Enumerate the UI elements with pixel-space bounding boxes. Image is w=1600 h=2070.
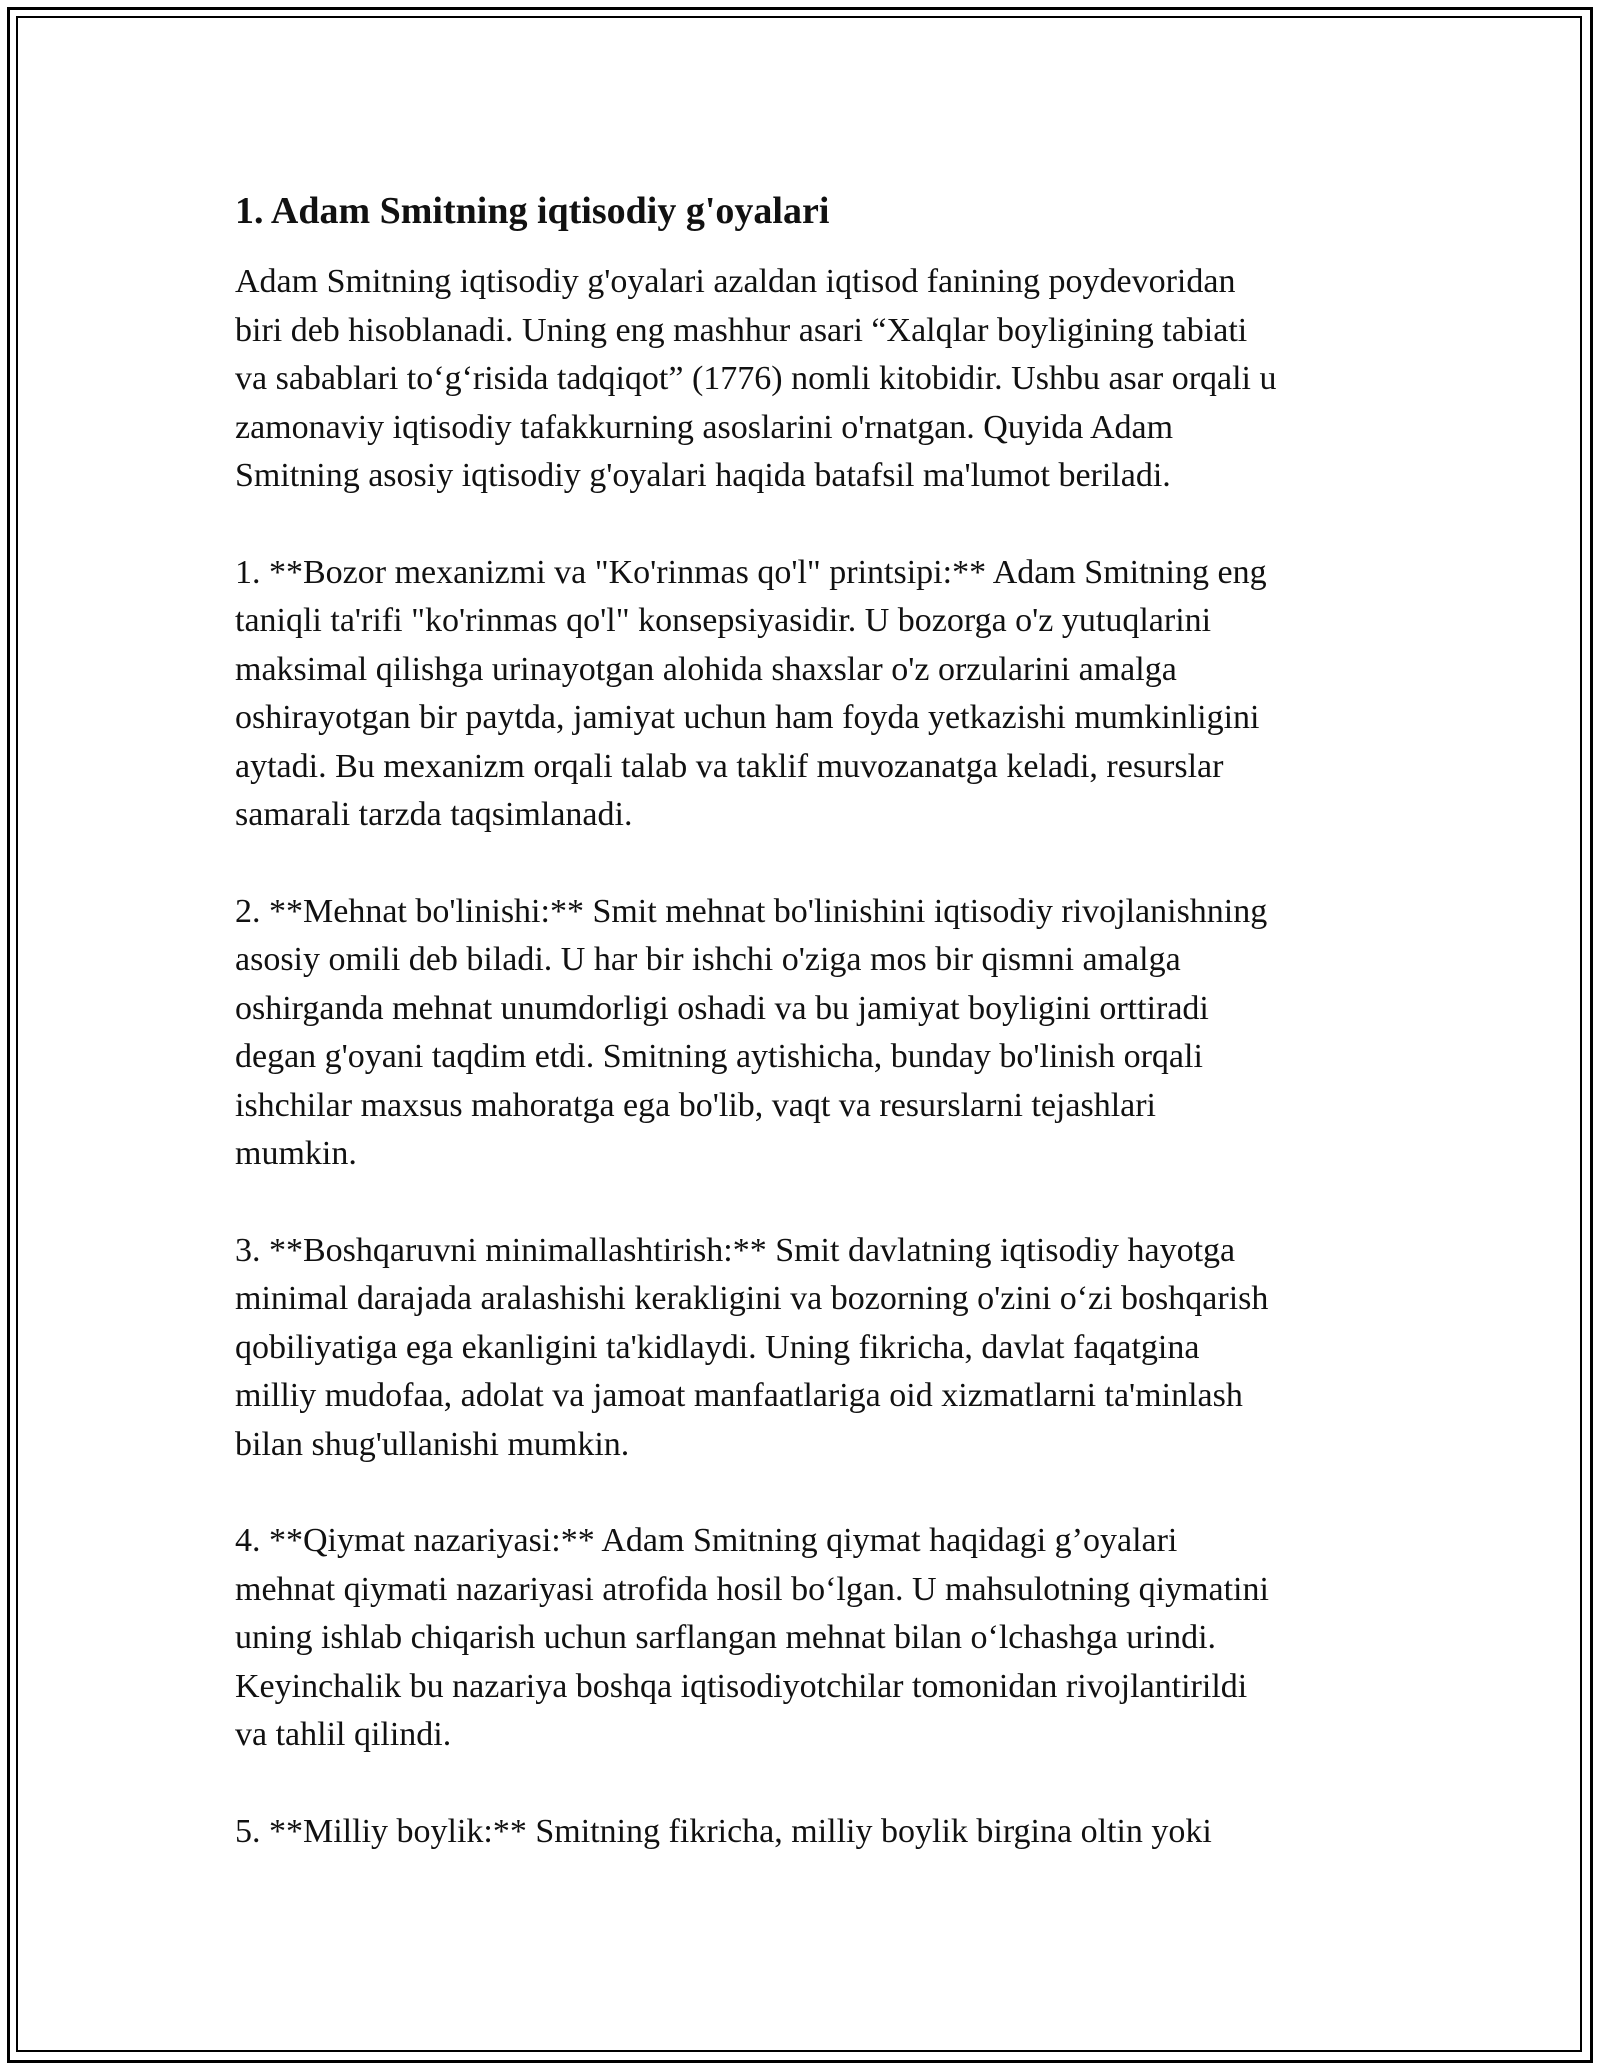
- point-1-paragraph: 1. **Bozor mexanizmi va "Ko'rinmas qo'l" printsipi:** Adam Smitning eng taniqli ta'rifi "ko'rinmas qo'l" konsepsiyasidir. U bozorga o'z yutuqlarini maksimal qilishga urinayotgan alohida shaxslar o'z orzularini amalga oshirayotgan bir paytda, jamiyat uchun ham foyda yetkazishi mumkinligini aytadi. Bu mexanizm orqali talab va taklif muvozanatga keladi, resurslar samarali tarzda taqsimlanadi.: [235, 553, 1267, 833]
- point-3-paragraph: 3. **Boshqaruvni minimallashtirish:** Smit davlatning iqtisodiy hayotga minimal darajada aralashishi kerakligini va bozorning o'zini o‘zi boshqarish qobiliyatiga ega ekanligini ta'kidlaydi. Uning fikricha, davlat faqatgina milliy mudofaa, adolat va jamoat manfaatlariga oid xizmatlarni ta'minlash bilan shug'ullanishi mumkin.: [235, 1231, 1269, 1463]
- point-5-paragraph: 5. **Milliy boylik:** Smitning fikricha, milliy boylik birgina oltin yoki: [235, 1812, 1212, 1850]
- document-body: [235, 187, 1375, 1904]
- intro-paragraph: Adam Smitning iqtisodiy g'oyalari azaldan iqtisod fanining poydevoridan biri deb hisoblanadi. Uning eng mashhur asari “Xalqlar boyligining tabiati va sabablari to‘g‘risida tadqiqot” (1776) nomli kitobidir. Ushbu asar orqali u zamonaviy iqtisodiy tafakkurning asoslarini o'rnatgan. Quyida Adam Smitning asosiy iqtisodiy g'oyalari haqida batafsil ma'lumot beriladi.: [235, 263, 1277, 494]
- point-4-paragraph: 4. **Qiymat nazariyasi:** Adam Smitning qiymat haqidagi g’oyalari mehnat qiymati nazariyasi atrofida hosil bo‘lgan. U mahsulotning qiymatini uning ishlab chiqarish uchun sarflangan mehnat bilan o‘lchashga urindi. Keyinchalik bu nazariya boshqa iqtisodiyotchilar tomonidan rivojlantirildi va tahlil qilindi.: [235, 1522, 1269, 1753]
- section-heading: 1. Adam Smitning iqtisodiy g'oyalari: [235, 190, 830, 232]
- point-2-paragraph: 2. **Mehnat bo'linishi:** Smit mehnat bo'linishini iqtisodiy rivojlanishning asosiy omili deb biladi. U har bir ishchi o'ziga mos bir qismni amalga oshirganda mehnat unumdorligi oshadi va bu jamiyat boyligini orttiradi degan g'oyani taqdim etdi. Smitning aytishicha, bunday bo'linish orqali ishchilar maxsus mahoratga ega bo'lib, vaqt va resurslarni tejashlari mumkin.: [235, 892, 1268, 1172]
